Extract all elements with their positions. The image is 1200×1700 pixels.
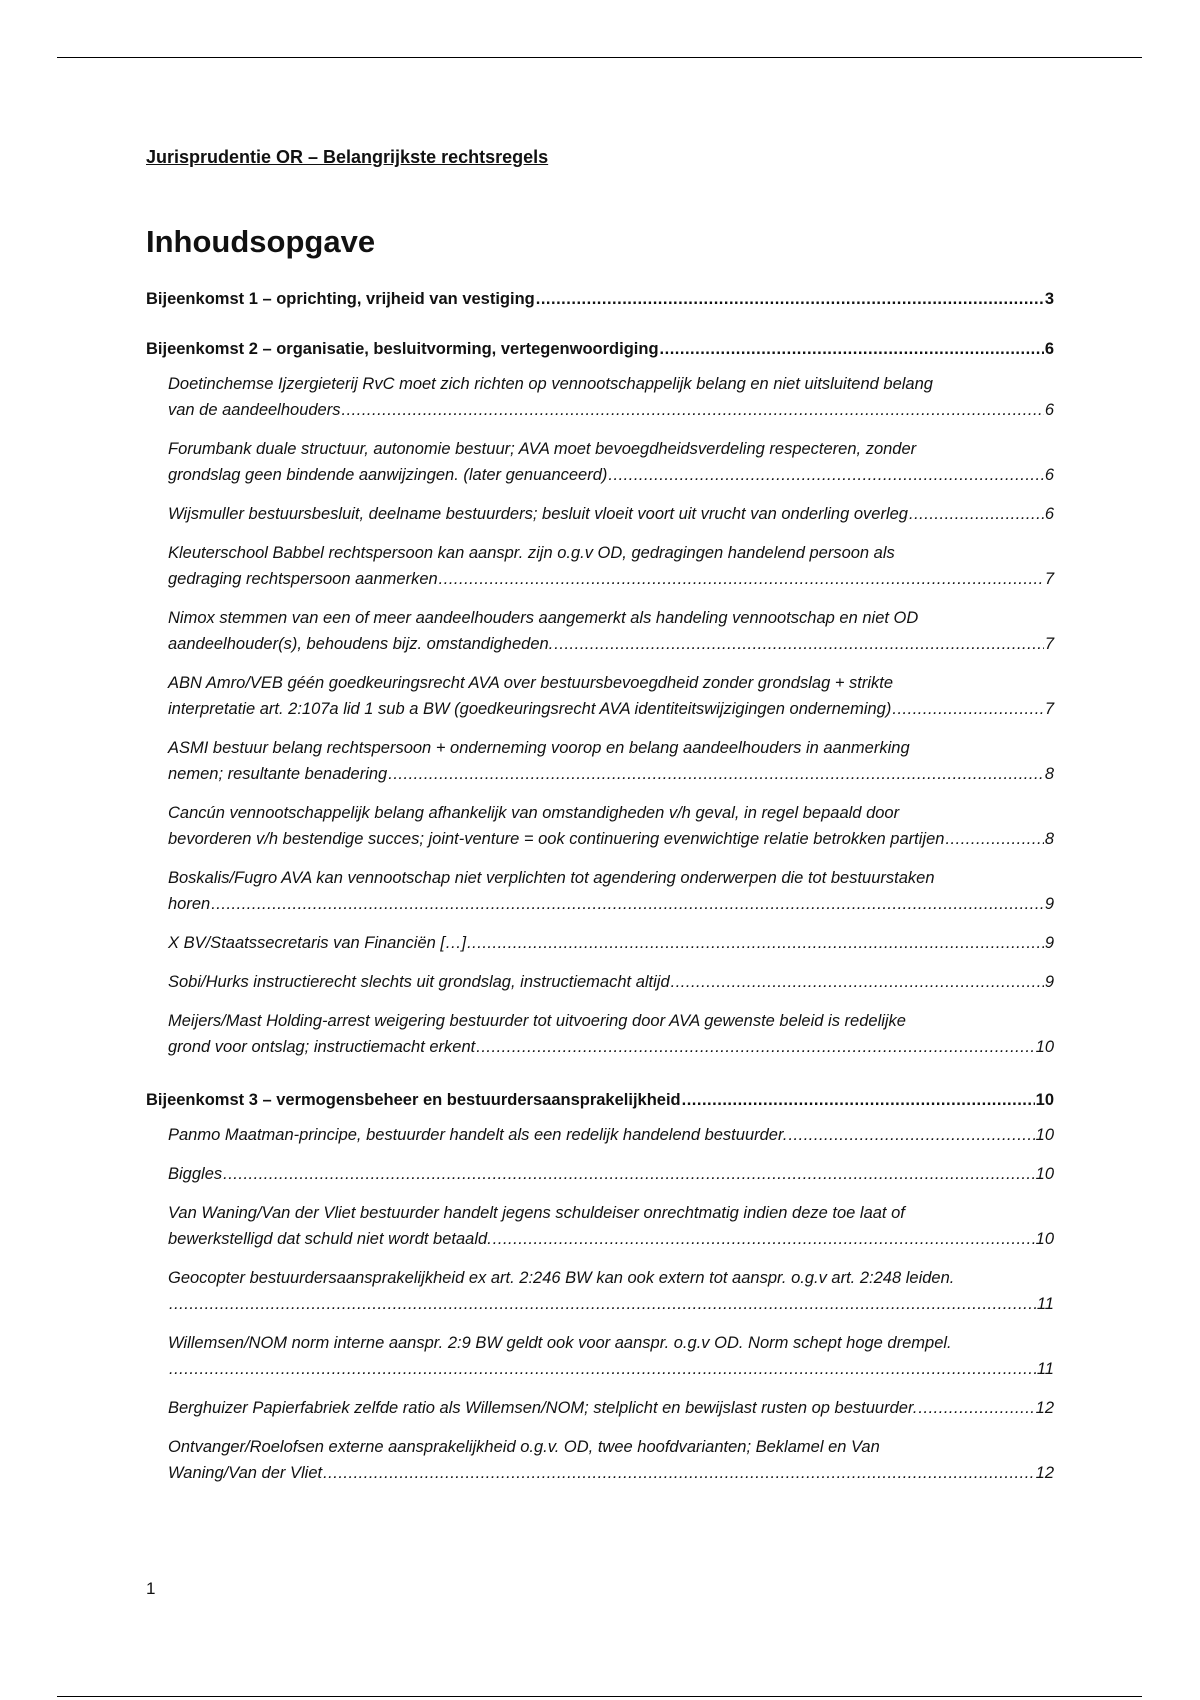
- toc-dot-leader: [945, 826, 1043, 852]
- toc-entry-text: Doetinchemse Ijzergieterij RvC moet zich richten op vennootschappelijk belang en niet uitsluitend belang: [168, 375, 933, 393]
- toc-dot-leader: [388, 761, 1044, 787]
- toc-entry-text: Van Waning/Van der Vliet bestuurder handelt jegens schuldeiser onrechtmatig indien deze toe laat of: [168, 1204, 905, 1222]
- toc-case-link[interactable]: [168, 1122, 1054, 1148]
- toc-dot-leader: [554, 631, 1044, 657]
- toc-page-number: 6: [1044, 505, 1054, 523]
- toc-page-number: 10: [1035, 1230, 1054, 1248]
- toc-case-link[interactable]: [168, 540, 1054, 592]
- toc-page-number: 11: [1036, 1360, 1054, 1378]
- toc-entry-text: grond voor ontslag; instructiemacht erkent: [168, 1038, 476, 1056]
- toc-dot-leader: [682, 1087, 1035, 1113]
- toc-entry-text: Waning/Van der Vliet: [168, 1464, 323, 1482]
- toc-case-link[interactable]: [168, 670, 1054, 722]
- toc-entry-text: X BV/Staatssecretaris van Financiën […]: [168, 934, 467, 952]
- toc-entry-text: Panmo Maatman-principe, bestuurder handelt als een redelijk handelend bestuurder.: [168, 1126, 788, 1144]
- toc-case-link[interactable]: [168, 371, 1054, 423]
- toc-entry-text: ABN Amro/VEB géén goedkeuringsrecht AVA over bestuursbevoegdheid zonder grondslag + strikte: [168, 674, 894, 692]
- toc-entry-text: Ontvanger/Roelofsen externe aansprakelijkheid o.g.v. OD, twee hoofdvarianten; Beklamel en Van: [168, 1438, 880, 1456]
- toc-page-number: 10: [1035, 1038, 1054, 1056]
- toc-entry-text: Boskalis/Fugro AVA kan vennootschap niet verplichten tot agendering onderwerpen die tot bestuurstaken: [168, 869, 935, 887]
- toc-page-number: 12: [1035, 1399, 1054, 1417]
- toc-entry-text: nemen; resultante benadering: [168, 765, 388, 783]
- toc-dot-leader: [323, 1460, 1035, 1486]
- toc-dot-leader: [608, 462, 1043, 488]
- toc-case-link[interactable]: [168, 865, 1054, 917]
- page-number: 1: [146, 1579, 156, 1598]
- toc-entry-text: Bijeenkomst 1 – oprichting, vrijheid van vestiging: [146, 290, 535, 308]
- toc-page-number: 6: [1044, 466, 1054, 484]
- toc-entry-text: Nimox stemmen van een of meer aandeelhouders aangemerkt als handeling vennootschap en niet OD: [168, 609, 919, 627]
- toc-dot-leader: [169, 1356, 1036, 1382]
- toc-case-link[interactable]: [168, 1395, 1054, 1421]
- toc-case-link[interactable]: [168, 735, 1054, 787]
- toc-entry-text: Bijeenkomst 2 – organisatie, besluitvorming, vertegenwoordiging: [146, 340, 659, 358]
- toc-case-link[interactable]: [168, 1200, 1054, 1252]
- toc-case-link[interactable]: [168, 501, 1054, 527]
- toc-entry-text: gedraging rechtspersoon aanmerken: [168, 570, 438, 588]
- toc-case-link[interactable]: [168, 800, 1054, 852]
- toc-dot-leader: [788, 1122, 1034, 1148]
- toc-page-number: 10: [1035, 1091, 1054, 1109]
- toc-page-number: 7: [1044, 635, 1054, 653]
- toc-section-link[interactable]: [146, 1087, 1054, 1113]
- toc-dot-leader: [493, 1226, 1035, 1252]
- toc-page-number: 8: [1044, 830, 1054, 848]
- toc-case-link[interactable]: [168, 930, 1054, 956]
- toc-entry-text: interpretatie art. 2:107a lid 1 sub a BW (goedkeuringsrecht AVA identiteitswijzigingen onderneming): [168, 700, 892, 718]
- toc-dot-leader: [892, 696, 1043, 722]
- toc-section-link[interactable]: [146, 286, 1054, 312]
- document-title: Jurisprudentie OR – Belangrijkste rechtsregels: [146, 147, 549, 167]
- header-rule: [57, 57, 1142, 58]
- toc-page-number: 10: [1035, 1165, 1054, 1183]
- toc-case-link[interactable]: [168, 436, 1054, 488]
- toc-page-number: 7: [1044, 700, 1054, 718]
- toc-entry-text: Willemsen/NOM norm interne aanspr. 2:9 BW geldt ook voor aanspr. o.g.v OD. Norm schept hoge drempel.: [168, 1334, 952, 1352]
- toc-dot-leader: [223, 1161, 1035, 1187]
- toc-case-link[interactable]: [168, 1265, 1054, 1317]
- toc-entry-text: Wijsmuller bestuursbesluit, deelname bestuurders; besluit vloeit voort uit vrucht van onderling overleg: [168, 505, 908, 523]
- toc-entry-text: ASMI bestuur belang rechtspersoon + onderneming voorop en belang aandeelhouders in aanmerking: [168, 739, 910, 757]
- toc-entry-text: Cancún vennootschappelijk belang afhankelijk van omstandigheden v/h geval, in regel bepaald door: [168, 804, 900, 822]
- toc-section-link[interactable]: [146, 336, 1054, 362]
- toc-dot-leader: [909, 501, 1044, 527]
- toc-entry-text: bewerkstelligd dat schuld niet wordt betaald.: [168, 1230, 492, 1248]
- toc-entry-text: Bijeenkomst 3 – vermogensbeheer en bestuurdersaansprakelijkheid: [146, 1091, 681, 1109]
- toc-page-number: 9: [1044, 934, 1054, 952]
- toc-dot-leader: [476, 1034, 1034, 1060]
- table-of-contents: [146, 286, 1054, 1486]
- toc-dot-leader: [467, 930, 1044, 956]
- toc-heading: Inhoudsopgave: [146, 224, 376, 259]
- toc-case-link[interactable]: [168, 605, 1054, 657]
- toc-case-link[interactable]: [168, 1330, 1054, 1382]
- toc-entry-text: Berghuizer Papierfabriek zelfde ratio als Willemsen/NOM; stelplicht en bewijslast rusten op bestuurder.: [168, 1399, 918, 1417]
- toc-entry-text: Geocopter bestuurdersaansprakelijkheid ex art. 2:246 BW kan ook extern tot aanspr. o.g.v art. 2:248 leiden.: [168, 1269, 955, 1287]
- toc-entry-text: horen: [168, 895, 211, 913]
- toc-dot-leader: [918, 1395, 1034, 1421]
- toc-entry-text: Forumbank duale structuur, autonomie bestuur; AVA moet bevoegdheidsverdeling respecteren, zonder: [168, 440, 917, 458]
- toc-entry-text: van de aandeelhouders: [168, 401, 341, 419]
- toc-entry-text: bevorderen v/h bestendige succes; joint-venture = ook continuering evenwichtige relatie betrokken partijen: [168, 830, 945, 848]
- toc-page-number: 8: [1044, 765, 1054, 783]
- toc-dot-leader: [439, 566, 1044, 592]
- toc-page-number: 10: [1035, 1126, 1054, 1144]
- toc-page-number: 6: [1044, 340, 1054, 358]
- footer-rule: [57, 1696, 1142, 1697]
- toc-dot-leader: [211, 891, 1044, 917]
- toc-dot-leader: [660, 336, 1044, 362]
- toc-page-number: 12: [1035, 1464, 1054, 1482]
- toc-page-number: 7: [1044, 570, 1054, 588]
- toc-page-number: 6: [1044, 401, 1054, 419]
- toc-entry-text: Sobi/Hurks instructierecht slechts uit grondslag, instructiemacht altijd: [168, 973, 670, 991]
- toc-entry-text: Biggles: [168, 1165, 223, 1183]
- toc-page-number: 9: [1044, 895, 1054, 913]
- toc-entry-text: Kleuterschool Babbel rechtspersoon kan aanspr. zijn o.g.v OD, gedragingen handelend persoon als: [168, 544, 895, 562]
- toc-case-link[interactable]: [168, 1008, 1054, 1060]
- toc-page-number: 9: [1044, 973, 1054, 991]
- toc-entry-text: aandeelhouder(s), behoudens bijz. omstandigheden.: [168, 635, 554, 653]
- toc-case-link[interactable]: [168, 1434, 1054, 1486]
- toc-dot-leader: [536, 286, 1044, 312]
- toc-dot-leader: [169, 1291, 1036, 1317]
- toc-case-link[interactable]: [168, 1161, 1054, 1187]
- toc-page-number: 3: [1044, 290, 1054, 308]
- toc-entry-text: Meijers/Mast Holding-arrest weigering bestuurder tot uitvoering door AVA gewenste beleid is redelijke: [168, 1012, 906, 1030]
- toc-page-number: 11: [1036, 1295, 1054, 1313]
- toc-dot-leader: [341, 397, 1043, 423]
- toc-dot-leader: [671, 969, 1044, 995]
- toc-case-link[interactable]: [168, 969, 1054, 995]
- toc-entry-text: grondslag geen bindende aanwijzingen. (later genuanceerd): [168, 466, 608, 484]
